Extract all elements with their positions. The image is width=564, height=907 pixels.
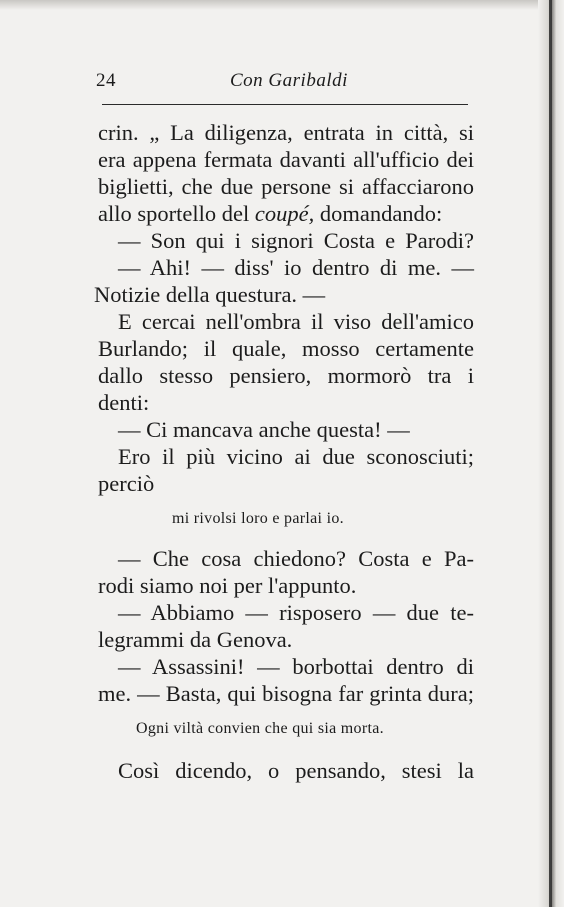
text-line: Notizie della questura. — — [94, 282, 326, 307]
text-fragment: domandando: — [319, 201, 443, 226]
text-line: Burlando; il quale, mosso certamente — [98, 336, 474, 361]
text-fragment: allo sportello del — [98, 201, 250, 226]
binding-shadow — [549, 0, 552, 907]
text-line: perciò — [98, 471, 155, 496]
header-rule — [102, 104, 468, 105]
text-line: era appena fermata davanti all'ufficio dei — [98, 147, 474, 172]
text-line: — Che cosa chiedono? Costa e Pa- — [118, 546, 474, 571]
italic-word: coupé, — [254, 201, 315, 226]
text-line: E cercai nell'ombra il viso dell'amico — [118, 309, 474, 334]
page-header — [96, 70, 470, 98]
text-line: — Son qui i signori Costa e Parodi? — [118, 228, 474, 253]
text-line: biglietti, che due persone si affacciarono — [98, 174, 474, 199]
page-number: 24 — [96, 70, 116, 91]
verse-quote: mi rivolsi loro e parlai io. — [172, 510, 344, 527]
text-line: me. — Basta, qui bisogna far grinta dura; — [98, 681, 474, 706]
running-title: Con Garibaldi — [230, 70, 348, 91]
text-line: — Abbiamo — risposero — due te- — [118, 600, 474, 625]
text-line: rodi siamo noi per l'appunto. — [98, 573, 357, 598]
text-line: Ero il più vicino ai due sconosciuti; — [118, 444, 474, 469]
text-line: legrammi da Genova. — [98, 627, 293, 652]
text-line: — Assassini! — borbottai dentro di — [118, 654, 474, 679]
text-line: — Ahi! — diss' io dentro di me. — — [118, 255, 474, 280]
text-line: — Ci mancava anche questa! — — [118, 417, 410, 442]
text-line — [98, 203, 474, 226]
text-line: denti: — [98, 390, 150, 415]
verse-quote: Ogni viltà convien che qui sia morta. — [136, 720, 384, 737]
text-line: Così dicendo, o pensando, stesi la — [118, 758, 474, 783]
text-line: crin. „ La diligenza, entrata in città, si — [98, 120, 474, 145]
text-line: dallo stesso pensiero, mormorò tra i — [98, 363, 474, 388]
page-top-edge — [0, 0, 564, 10]
